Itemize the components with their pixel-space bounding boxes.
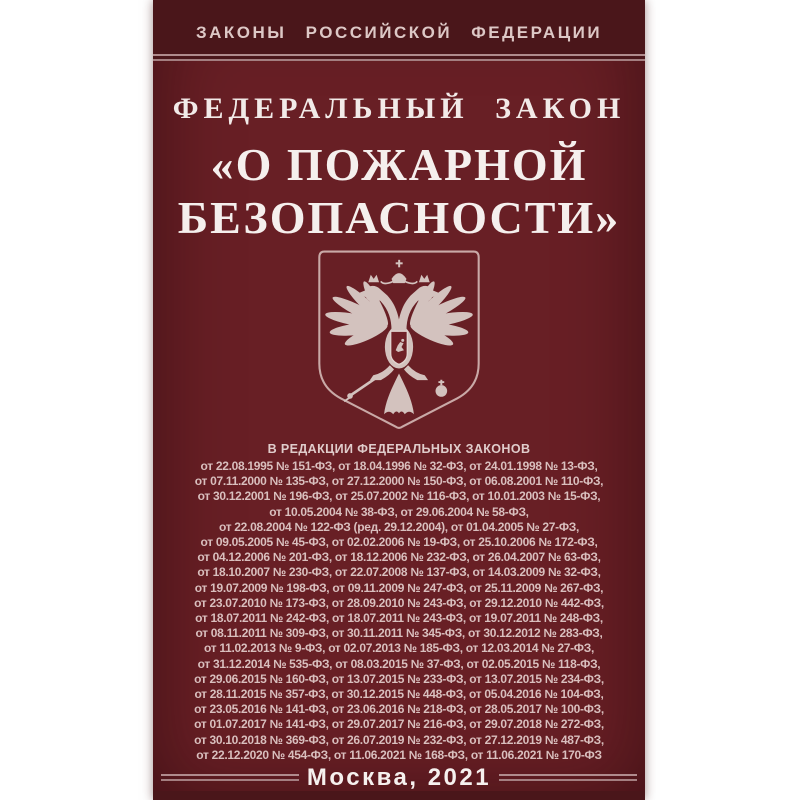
revision-line: от 18.07.2011 № 242-ФЗ, от 18.07.2011 № 243-ФЗ, от 19.07.2011 № 248-ФЗ,	[195, 611, 603, 626]
book-title	[153, 138, 645, 244]
revision-line: от 10.05.2004 № 38-ФЗ, от 29.06.2004 № 58-ФЗ,	[269, 504, 529, 519]
series-banner	[153, 0, 645, 54]
revision-line: от 19.07.2009 № 198-ФЗ, от 09.11.2009 № 247-ФЗ, от 25.11.2009 № 267-ФЗ,	[194, 580, 604, 595]
revision-line: от 08.11.2011 № 309-ФЗ, от 30.11.2011 № 345-ФЗ, от 30.12.2012 № 283-ФЗ,	[195, 626, 603, 641]
coat-of-arms-frame	[316, 249, 482, 435]
revision-line: от 23.05.2016 № 141-ФЗ, от 23.06.2016 № 218-ФЗ, от 28.05.2017 № 100-ФЗ,	[194, 702, 604, 717]
revision-line: от 11.02.2013 № 9-ФЗ, от 02.07.2013 № 185-ФЗ, от 12.03.2014 № 27-ФЗ,	[204, 641, 594, 656]
book-cover	[153, 0, 645, 800]
revision-line: от 22.12.2020 № 454-ФЗ, от 11.06.2021 № 168-ФЗ, от 11.06.2021 № 170-ФЗ	[196, 747, 602, 762]
top-double-rule	[153, 54, 645, 61]
revisions-heading: В РЕДАКЦИИ ФЕДЕРАЛЬНЫХ ЗАКОНОВ	[267, 442, 531, 456]
revisions-list	[153, 459, 645, 763]
bottom-band	[153, 791, 645, 800]
revision-line: от 23.07.2010 № 173-ФЗ, от 28.09.2010 № 243-ФЗ, от 29.12.2010 № 442-ФЗ,	[194, 595, 604, 610]
revision-line: от 22.08.1995 № 151-ФЗ, от 18.04.1996 № 32-ФЗ, от 24.01.1998 № 13-ФЗ,	[200, 459, 598, 473]
revision-line: от 31.12.2014 № 535-ФЗ, от 08.03.2015 № 37-ФЗ, от 02.05.2015 № 118-ФЗ,	[197, 656, 601, 671]
book-title-line-2: БЕЗОПАСНОСТИ»	[177, 192, 621, 243]
revision-line: от 07.11.2000 № 135-ФЗ, от 27.12.2000 № 150-ФЗ, от 06.08.2001 № 110-ФЗ,	[194, 474, 604, 489]
book-title-line-1: «О ПОЖАРНОЙ	[210, 139, 588, 190]
revision-line: от 18.10.2007 № 230-ФЗ, от 22.07.2008 № 137-ФЗ, от 14.03.2009 № 32-ФЗ,	[197, 565, 601, 580]
revision-line: от 01.07.2017 № 141-ФЗ, от 29.07.2017 № 216-ФЗ, от 29.07.2018 № 272-ФЗ,	[194, 717, 604, 732]
revision-line: от 09.05.2005 № 45-ФЗ, от 02.02.2006 № 19-ФЗ, от 25.10.2006 № 172-ФЗ,	[200, 535, 598, 550]
series-title: ЗАКОНЫ РОССИЙСКОЙ ФЕДЕРАЦИИ	[195, 23, 603, 42]
revision-line: от 22.08.2004 № 122-ФЗ (ред. 29.12.2004), от 01.04.2005 № 27-ФЗ,	[218, 519, 580, 534]
revision-line: от 30.12.2001 № 196-ФЗ, от 25.07.2002 № 116-ФЗ, от 10.01.2003 № 15-ФЗ,	[197, 489, 601, 504]
revision-line: от 30.10.2018 № 369-ФЗ, от 26.07.2019 № 232-ФЗ, от 27.12.2019 № 487-ФЗ,	[194, 732, 604, 747]
moscow-imprint-row	[153, 764, 645, 791]
imprint-text: Москва, 2021	[306, 763, 492, 791]
law-type-title: ФЕДЕРАЛЬНЫЙ ЗАКОН	[172, 92, 626, 125]
revision-line: от 04.12.2006 № 201-ФЗ, от 18.12.2006 № 232-ФЗ, от 26.04.2007 № 63-ФЗ,	[197, 550, 601, 565]
imprint-left-rule	[161, 774, 299, 781]
revision-line: от 28.11.2015 № 357-ФЗ, от 30.12.2015 № 448-ФЗ, от 05.04.2016 № 104-ФЗ,	[194, 687, 604, 702]
imprint-right-rule	[499, 774, 637, 781]
revision-line: от 29.06.2015 № 160-ФЗ, от 13.07.2015 № 233-ФЗ, от 13.07.2015 № 234-ФЗ,	[194, 671, 604, 686]
double-headed-eagle-icon	[316, 249, 482, 435]
